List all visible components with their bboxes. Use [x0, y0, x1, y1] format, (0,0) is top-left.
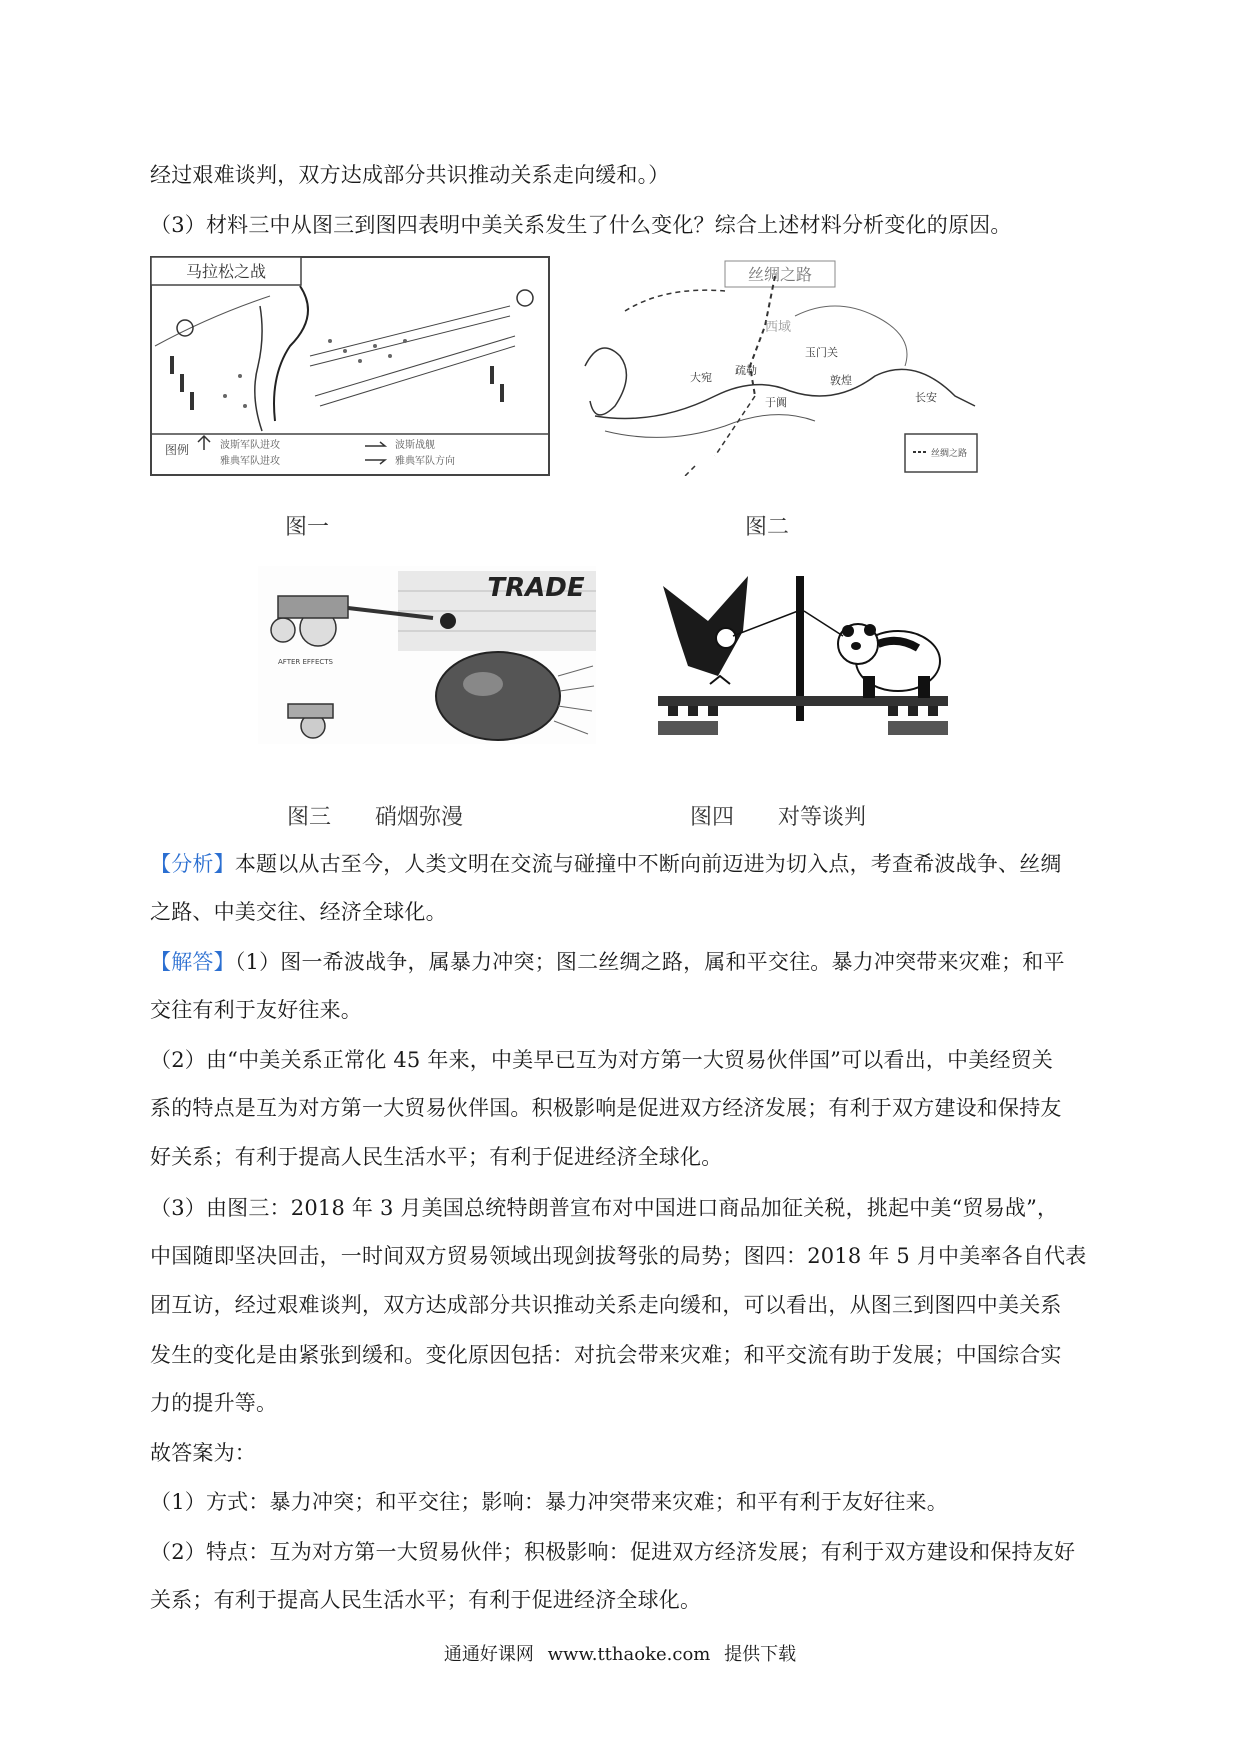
- answer-line-10: 力的提升等。: [150, 1391, 278, 1415]
- fig2-place-dunhuang: 敦煌: [830, 374, 852, 387]
- intro-line-1: 经过艰难谈判，双方达成部分共识推动关系走向缓和。）: [150, 163, 670, 187]
- answer-line-13: （2）特点：互为对方第一大贸易伙伴；积极影响：促进双方经济发展；有利于双方建设和保持友好: [150, 1540, 1076, 1564]
- answer-line-9: 发生的变化是由紧张到缓和。变化原因包括：对抗会带来灾难；和平交流有助于发展；中国综合实: [150, 1343, 1062, 1367]
- page-footer: [0, 1640, 1240, 1666]
- footer-site-name: 通通好课网: [443, 1644, 534, 1665]
- answer-line-14: 关系；有利于提高人民生活水平；有利于促进经济全球化。: [150, 1588, 702, 1612]
- figure-2-caption: 图二: [745, 515, 790, 540]
- figure-1-caption: 图一: [285, 515, 330, 540]
- answer-line-8: 团互访，经过艰难谈判，双方达成部分共识推动关系走向缓和，可以看出，从图三到图四中美关系: [150, 1293, 1062, 1317]
- analysis-line-1: [150, 849, 1062, 879]
- figure-2-silk-road-map: [575, 256, 980, 476]
- answer-line-7: 中国随即坚决回击，一时间双方贸易领域出现剑拔弩张的局势；图四：2018 年 5 月中美率各自代表: [150, 1244, 1087, 1268]
- analysis-text-1: 本题以从古至今，人类文明在交流与碰撞中不断向前迈进为切入点，考查希波战争、丝绸: [234, 852, 1062, 876]
- fig2-place-dayuan: 大宛: [690, 371, 712, 384]
- fig1-legend-item-3: 波斯战舰: [395, 440, 435, 451]
- answer-line-12: （1）方式：暴力冲突；和平交往；影响：暴力冲突带来灾难；和平有利于友好往来。: [150, 1490, 948, 1514]
- fig2-place-yumenguan: 玉门关: [805, 346, 838, 359]
- fig2-place-xiyu: 西域: [765, 320, 792, 335]
- answer-line-4: 系的特点是互为对方第一大贸易伙伴国。积极影响是促进双方经济发展；有利于双方建设和保持友: [150, 1096, 1062, 1120]
- answer-line-1: [150, 947, 1065, 977]
- answer-tag: 【解答】: [150, 950, 235, 974]
- figure-4-negotiation-cartoon: [648, 566, 958, 746]
- fig2-place-shule: 疏勒: [735, 364, 757, 377]
- fig1-title: 马拉松之战: [185, 262, 267, 281]
- analysis-tag: 【分析】: [150, 852, 235, 876]
- figure-4-caption: 图四 对等谈判: [690, 805, 867, 830]
- footer-url[interactable]: www.tthaoke.com: [547, 1644, 711, 1665]
- fig2-place-yutian: 于阗: [765, 396, 787, 409]
- fig1-legend-item-4: 雅典军队方向: [395, 456, 455, 467]
- question-3-line: （3）材料三中从图三到图四表明中美关系发生了什么变化？综合上述材料分析变化的原因。: [150, 213, 1012, 237]
- answer-line-11: 故答案为：: [150, 1441, 256, 1465]
- answer-line-3: （2）由“中美关系正常化 45 年来，中美早已互为对方第一大贸易伙伴国”可以看出，中美经贸关: [150, 1048, 1054, 1072]
- fig2-title: 丝绸之路: [747, 265, 813, 284]
- answer-line-6: （3）由图三：2018 年 3 月美国总统特朗普宣布对中国进口商品加征关税，挑起中美“贸易战”，: [150, 1196, 1059, 1220]
- fig1-legend-item-2: 雅典军队进攻: [220, 456, 280, 467]
- figure-3-caption: 图三 硝烟弥漫: [287, 805, 464, 830]
- answer-line-5: 好关系；有利于提高人民生活水平；有利于促进经济全球化。: [150, 1145, 723, 1169]
- fig3-sub-text: AFTER EFFECTS: [278, 658, 333, 666]
- fig1-legend-item-1: 波斯军队进攻: [220, 440, 280, 451]
- figure-3-trade-war-cartoon: [258, 566, 596, 744]
- footer-suffix: 提供下载: [724, 1644, 797, 1665]
- fig1-legend-label: 图例: [165, 443, 190, 457]
- figure-1-marathon-map: [150, 256, 550, 476]
- answer-line-2: 交往有利于友好往来。: [150, 998, 362, 1022]
- fig3-banner-text: TRADE: [487, 573, 585, 603]
- analysis-line-2: 之路、中美交往、经济全球化。: [150, 900, 447, 924]
- fig2-legend-item: 丝绸之路: [931, 449, 968, 459]
- fig2-place-changan: 长安: [915, 391, 937, 404]
- answer-text-1: （1）图一希波战争，属暴力冲突；图二丝绸之路，属和平交往。暴力冲突带来灾难；和平: [234, 950, 1065, 974]
